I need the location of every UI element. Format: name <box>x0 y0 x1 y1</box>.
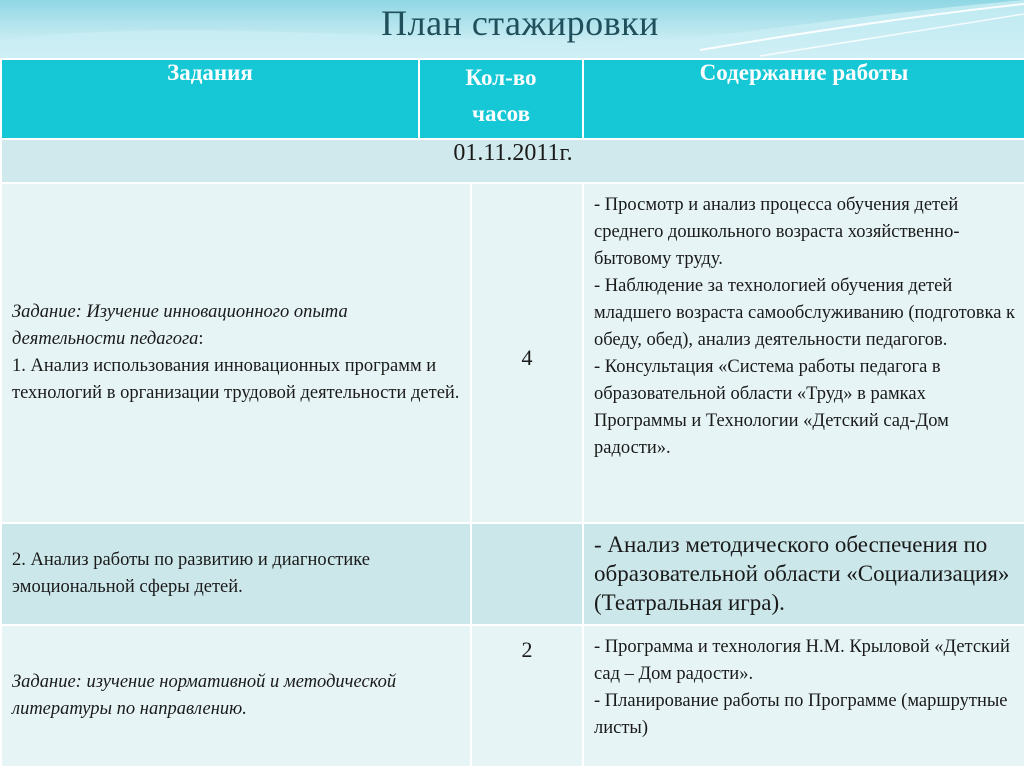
table-header-row <box>1 59 1024 139</box>
task-text: 2. Анализ работы по развитию и диагностике эмоциональной сферы детей. <box>12 550 371 597</box>
task-suffix: : <box>198 329 204 349</box>
content-item: - Консультация «Система работы педагога в образовательной области «Труд» в рамках Программы и Технологии «Детский сад-Дом радости». <box>594 357 949 458</box>
page-title: План стажировки <box>381 3 659 43</box>
table-row <box>1 183 1024 523</box>
content-cell <box>583 523 1024 625</box>
task-cell <box>1 183 471 523</box>
hours-cell: 2 <box>471 625 583 767</box>
date-row <box>1 139 1024 183</box>
header-hours <box>419 59 583 139</box>
content-item: - Наблюдение за технологией обучения детей младшего возраста самообслуживанию (подготовка к обеду, обед), анализ деятельности педагогов. <box>594 276 1016 350</box>
content-item: - Просмотр и анализ процесса обучения детей среднего дошкольного возраста хозяйственно-бытовому труду. <box>594 195 960 269</box>
hours-cell <box>471 523 583 625</box>
date-cell: 01.11.2011г. <box>1 139 1024 183</box>
header-content: Содержание работы <box>583 59 1024 139</box>
task-text: 1. Анализ использования инновационных программ и технологий в организации трудовой деятельности детей. <box>12 356 460 403</box>
task-italic: Задание: изучение нормативной и методической литературы по направлению. <box>12 672 397 719</box>
task-italic: Задание: Изучение инновационного опыта деятельности педагога <box>12 302 348 349</box>
table-row <box>1 523 1024 625</box>
content-item: - Планирование работы по Программе (маршрутные листы) <box>594 691 1008 738</box>
task-cell <box>1 523 471 625</box>
header-tasks: Задания <box>1 59 419 139</box>
hours-cell: 4 <box>471 183 583 523</box>
header-hours-line2: часов <box>471 101 531 126</box>
content-cell <box>583 625 1024 767</box>
table-row <box>1 625 1024 767</box>
task-cell <box>1 625 471 767</box>
content-item: - Анализ методического обеспечения по образовательной области «Социализация» (Театральная игра). <box>594 532 1010 615</box>
plan-table <box>0 58 1024 768</box>
header-hours-line1: Кол-во <box>465 65 537 90</box>
content-cell <box>583 183 1024 523</box>
content-item: - Программа и технология Н.М. Крыловой «Детский сад – Дом радости». <box>594 637 1010 684</box>
